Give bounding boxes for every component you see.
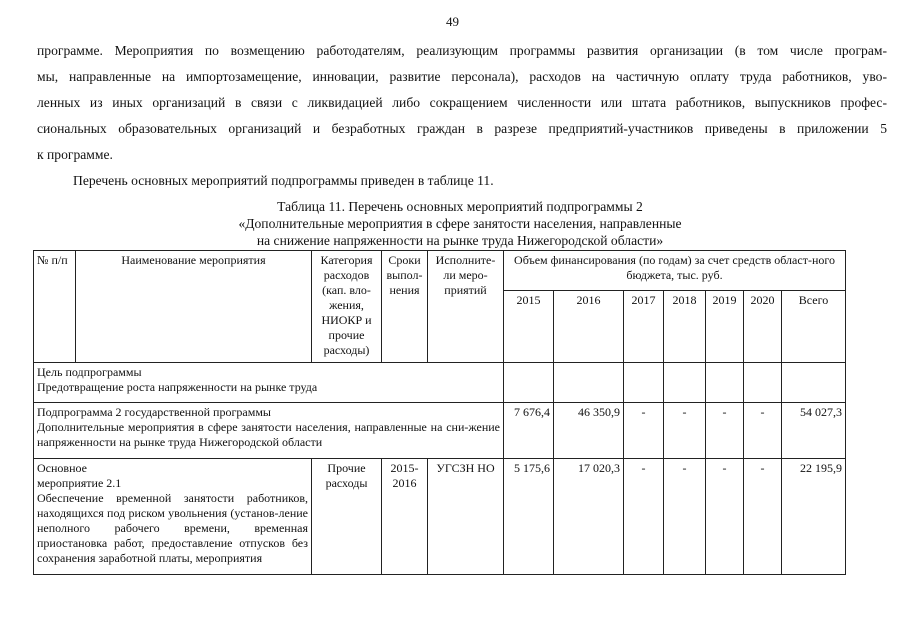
header-category: Категория расходов (кап. вло-жения, НИОКР и прочие расходы) [312, 251, 382, 363]
value-cell: - [624, 459, 664, 575]
header-terms: Сроки выпол-нения [382, 251, 428, 363]
year-header: 2017 [624, 291, 664, 363]
header-row [34, 251, 846, 291]
year-header: 2016 [554, 291, 624, 363]
caption-line: «Дополнительные мероприятия в сфере занятости населения, направленные [238, 216, 682, 231]
page-number: 49 [446, 14, 459, 29]
subprogram-row [34, 403, 846, 459]
activity-terms: 2015-2016 [382, 459, 428, 575]
activity-description: Обеспечение временной занятости работников, находящихся под риском увольнения (установ-ление неполного рабочего времени, временная приостановка работ, предоставление отпусков без сохранения заработной платы, мероприятия [37, 491, 308, 565]
intro-line: к программе. [37, 147, 113, 162]
intro-line: мы, направленные на импортозамещение, инновации, развитие персонала), расходов на частичную оплату труда работников, уво- [37, 69, 887, 84]
total-cell: 22 195,9 [782, 459, 846, 575]
value-cell: - [706, 403, 744, 459]
activity-cell [34, 459, 312, 575]
goal-row [34, 363, 846, 403]
intro-paragraph [37, 38, 887, 168]
subprogram-label: Подпрограмма 2 государственной программы [37, 405, 271, 419]
goal-label: Цель подпрограммы [37, 365, 142, 379]
value-cell: - [664, 459, 706, 575]
subprogram-cell [34, 403, 504, 459]
value-cell: 17 020,3 [554, 459, 624, 575]
header-executors: Исполните-ли меро-приятий [428, 251, 504, 363]
intro-line: сиональных образовательных организаций и безработных граждан в разрезе предприятий-участников приведены в приложении 5 [37, 121, 887, 136]
list-intro: Перечень основных мероприятий подпрограммы приведен в таблице 11. [73, 173, 494, 188]
year-header: 2020 [744, 291, 782, 363]
activity-label: Основное [37, 461, 87, 475]
caption-line: Таблица 11. Перечень основных мероприятий подпрограммы 2 [277, 199, 643, 214]
year-header: 2019 [706, 291, 744, 363]
activity-category: Прочие расходы [312, 459, 382, 575]
activity-row [34, 459, 846, 575]
header-name: Наименование мероприятия [76, 251, 312, 363]
value-cell: - [706, 459, 744, 575]
goal-text: Предотвращение роста напряженности на рынке труда [37, 380, 318, 394]
activities-table [33, 250, 846, 575]
total-header: Всего [782, 291, 846, 363]
activity-executor: УГСЗН НО [428, 459, 504, 575]
intro-line: программе. Мероприятия по возмещению работодателям, реализующим программы развития организации (в том числе програм- [37, 43, 887, 58]
goal-cell [34, 363, 504, 403]
table-caption [150, 198, 770, 249]
value-cell: - [664, 403, 706, 459]
header-financing: Объем финансирования (по годам) за счет средств област-ного бюджета, тыс. руб. [504, 251, 846, 291]
activity-number: мероприятие 2.1 [37, 476, 122, 490]
total-cell: 54 027,3 [782, 403, 846, 459]
value-cell: 7 676,4 [504, 403, 554, 459]
year-header: 2018 [664, 291, 706, 363]
intro-line: ленных из иных организаций в связи с ликвидацией либо сокращением численности или штата работников, выпускников профес- [37, 95, 887, 110]
year-header: 2015 [504, 291, 554, 363]
value-cell: - [624, 403, 664, 459]
value-cell: - [744, 459, 782, 575]
value-cell: - [744, 403, 782, 459]
header-num: № п/п [34, 251, 76, 363]
value-cell: 5 175,6 [504, 459, 554, 575]
caption-line: на снижение напряженности на рынке труда Нижегородской области» [256, 233, 664, 248]
value-cell: 46 350,9 [554, 403, 624, 459]
subprogram-text: Дополнительные мероприятия в сфере занятости населения, направленные на сни-жение напряженности на рынке труда Нижегородской области [37, 420, 500, 449]
